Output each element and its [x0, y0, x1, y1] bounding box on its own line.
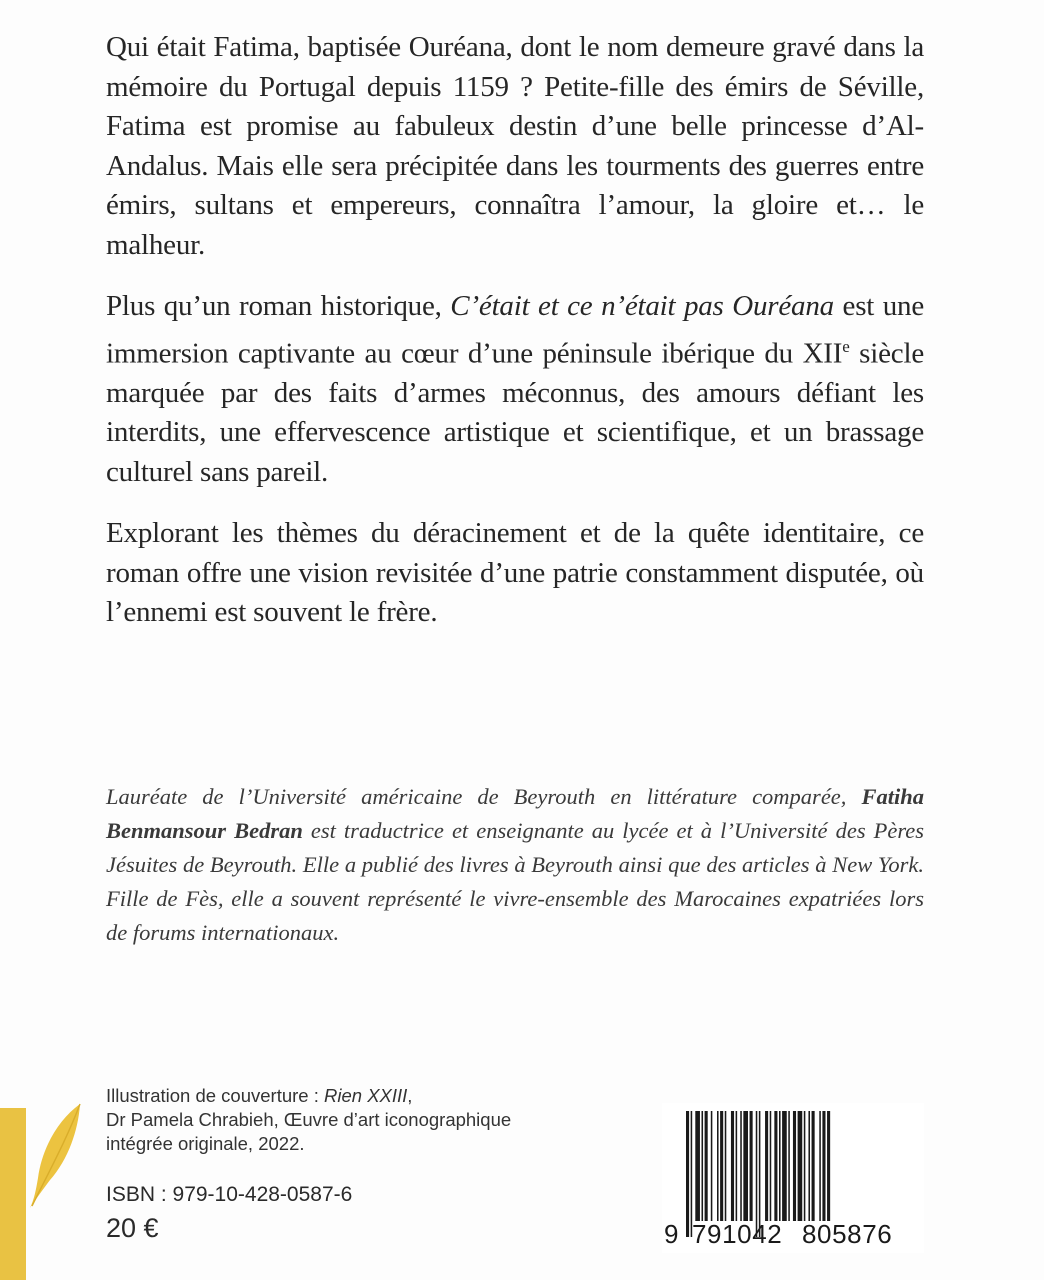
barcode — [662, 1103, 924, 1253]
barcode-bar — [736, 1111, 738, 1221]
credits-line-2: Dr Pamela Chrabieh, Œuvre d’art iconographique — [106, 1109, 512, 1130]
barcode-bar — [779, 1111, 781, 1221]
barcode-bar — [711, 1111, 713, 1221]
barcode-bar — [705, 1111, 708, 1221]
book-title: C’était et ce n’était pas Ouréana — [450, 290, 834, 322]
yellow-side-band — [0, 1108, 26, 1280]
credits-comma: , — [407, 1085, 413, 1106]
barcode-bar — [740, 1111, 742, 1221]
blurb-paragraph-2 — [106, 287, 924, 492]
credits-label: Illustration de couverture : — [106, 1085, 324, 1106]
barcode-bar — [725, 1111, 727, 1221]
bio-text: est traductrice et enseignante au lycée et à l’Université des Pères Jésuites de Beyrouth. Elle a publié des livres à Beyrouth ainsi que des articles à New York. Fille de Fès, elle a souvent représenté le vivre-ensemble des Marocaines expatriées lors de forums internationaux. — [106, 818, 925, 945]
barcode-bar — [770, 1111, 772, 1221]
price-text: 20 € — [106, 1213, 159, 1243]
feather-icon — [28, 1100, 88, 1210]
barcode-bar — [808, 1111, 810, 1221]
barcode-bar — [822, 1111, 825, 1221]
barcode-group-1: 791042 — [692, 1219, 783, 1249]
barcode-bar — [765, 1111, 768, 1221]
century-superscript: e — [842, 336, 850, 356]
barcode-bar — [695, 1111, 700, 1221]
barcode-bar — [731, 1111, 734, 1221]
blurb-p2-intro: Plus qu’un roman historique, — [106, 290, 451, 322]
barcode-bar — [717, 1111, 719, 1221]
barcode-bar — [720, 1111, 723, 1221]
century-numeral: XII — [802, 337, 843, 370]
author-name: Fatiha Benmansour Bedran — [106, 784, 924, 843]
blurb-p2-middle: est une immersion captivante au cœur d’une péninsule ibérique du — [106, 290, 924, 370]
bio-intro: Lauréate de l’Université américaine de Beyrouth en littérature comparée, — [106, 784, 862, 809]
barcode-lead-digit: 9 — [664, 1219, 680, 1249]
credits-line-3: intégrée originale, 2022. — [106, 1133, 305, 1154]
blurb-paragraph-1: Qui était Fatima, baptisée Ouréana, dont le nom demeure gravé dans la mémoire du Portugal depuis 1159 ? Petite-fille des émirs de Séville, Fatima est promise au fabuleux destin d’une belle princesse d’Al-Andalus. Mais elle sera précipitée dans les tourments des guerres entre émirs, sultans et empereurs, connaîtra l’amour, la gloire et… le malheur. — [106, 31, 924, 261]
barcode-bar — [782, 1111, 787, 1221]
barcode-bar — [788, 1111, 790, 1221]
barcode-bar — [774, 1111, 777, 1221]
barcode-group-2: 805876 — [802, 1219, 893, 1249]
barcode-bar — [827, 1111, 830, 1221]
barcode-bar — [812, 1111, 815, 1221]
barcode-bar — [743, 1111, 748, 1221]
artwork-title: Rien XXIII — [324, 1085, 408, 1106]
isbn-text: ISBN : 979-10-428-0587-6 — [106, 1183, 353, 1206]
barcode-bar — [686, 1111, 689, 1237]
cover-credits — [106, 1084, 626, 1156]
blurb-p2-end: siècle marquée par des faits d’armes méconnus, des amours défiant les interdits, une effervescence artistique et scientifique, et un brassage culturel sans pareil. — [106, 337, 924, 488]
barcode-bar — [750, 1111, 753, 1221]
author-bio — [106, 780, 924, 950]
barcode-bar — [793, 1111, 796, 1221]
barcode-bar — [819, 1111, 821, 1221]
barcode-bar — [798, 1111, 803, 1221]
barcode-bar — [702, 1111, 704, 1221]
back-cover-blurb — [106, 28, 924, 655]
credits-line-1 — [106, 1084, 626, 1108]
blurb-paragraph-3: Explorant les thèmes du déracinement et de la quête identitaire, ce roman offre une vision revisitée d’une patrie constamment disputée, où l’ennemi est souvent le frère. — [106, 517, 924, 629]
barcode-bar — [804, 1111, 806, 1221]
